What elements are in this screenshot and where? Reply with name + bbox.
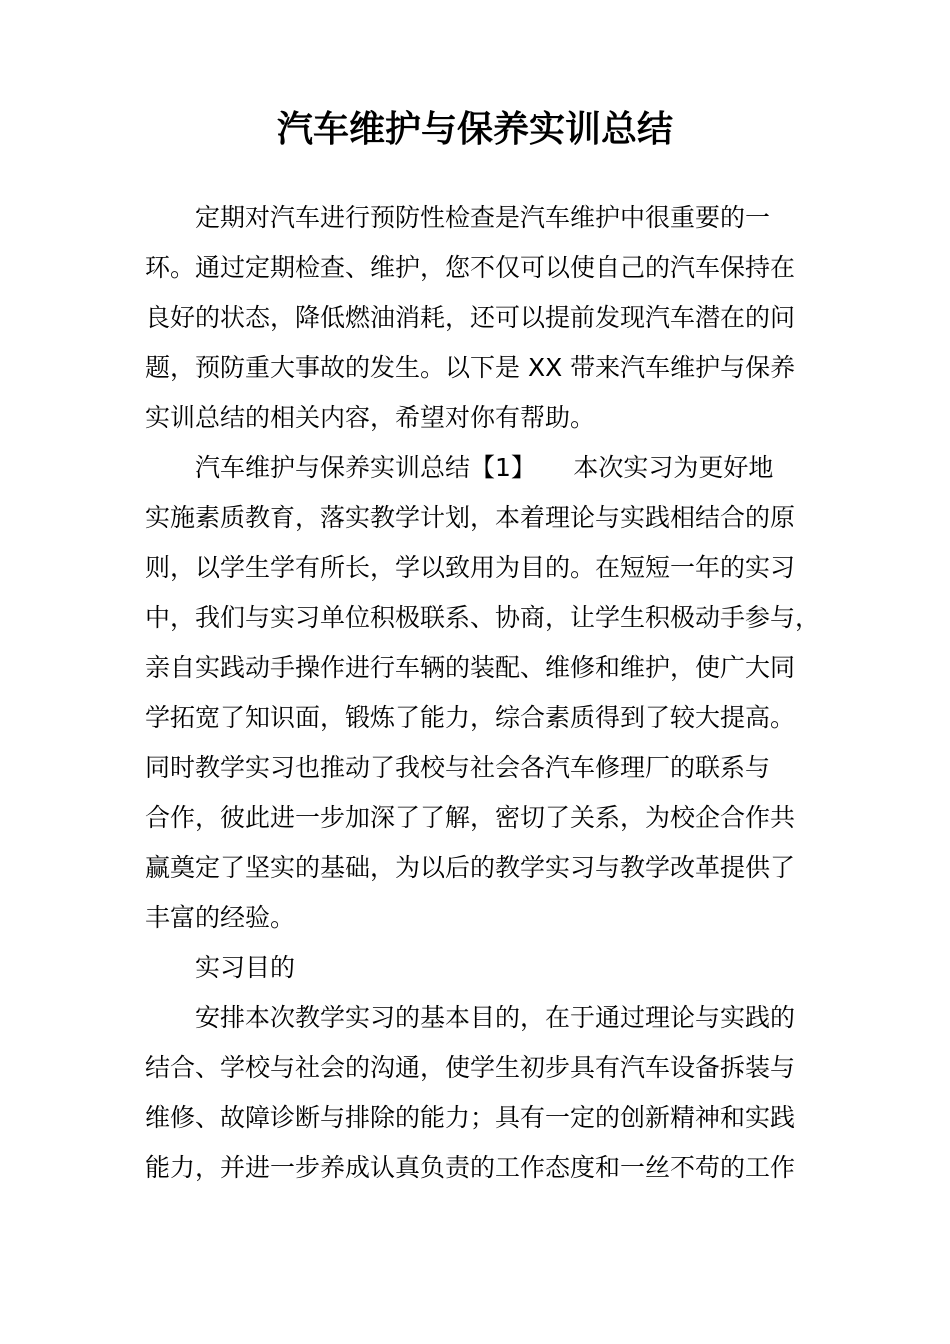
paragraph-line: 则，以学生学有所长，学以致用为目的。在短短一年的实习 [145, 553, 796, 582]
paragraph-line: 学拓宽了知识面，锻炼了能力，综合素质得到了较大提高。 [145, 703, 796, 732]
paragraph-line: 实施素质教育，落实教学计划，本着理论与实践相结合的原 [145, 503, 796, 532]
paragraph-line: 赢奠定了坚实的基础，为以后的教学实习与教学改革提供了 [145, 853, 796, 882]
paragraph-line: 实训总结的相关内容，希望对你有帮助。 [145, 403, 596, 432]
paragraph-line: 维修、故障诊断与排除的能力；具有一定的创新精神和实践 [145, 1103, 796, 1132]
document-title: 汽车维护与保养实训总结 [276, 109, 673, 150]
paragraph-line: 环。通过定期检查、维护，您不仅可以使自己的汽车保持在 [145, 253, 796, 282]
paragraph-line: 能力，并进一步养成认真负责的工作态度和一丝不苟的工作 [145, 1153, 796, 1182]
paragraph-line: 同时教学实习也推动了我校与社会各汽车修理厂的联系与 [145, 753, 771, 782]
paragraph-line: 良好的状态，降低燃油消耗，还可以提前发现汽车潜在的问 [145, 303, 796, 332]
paragraph-line: 汽车维护与保养实训总结【1】 本次实习为更好地 [195, 453, 774, 482]
section-heading: 实习目的 [195, 953, 296, 982]
paragraph-line: 合作，彼此进一步加深了了解，密切了关系，为校企合作共 [145, 803, 796, 832]
paragraph-line: 安排本次教学实习的基本目的，在于通过理论与实践的 [195, 1003, 796, 1032]
document-body [145, 193, 821, 1193]
paragraph-line: 结合、学校与社会的沟通，使学生初步具有汽车设备拆装与 [145, 1053, 796, 1082]
paragraph-line: 中，我们与实习单位积极联系、协商，让学生积极动手参与， [145, 603, 821, 632]
paragraph-line: 亲自实践动手操作进行车辆的装配、维修和维护，使广大同 [145, 653, 796, 682]
paragraph-line: 定期对汽车进行预防性检查是汽车维护中很重要的一 [195, 203, 771, 232]
paragraph-line: 丰富的经验。 [145, 903, 296, 932]
paragraph-line: 题，预防重大事故的发生。以下是 XX 带来汽车维护与保养 [145, 353, 796, 382]
